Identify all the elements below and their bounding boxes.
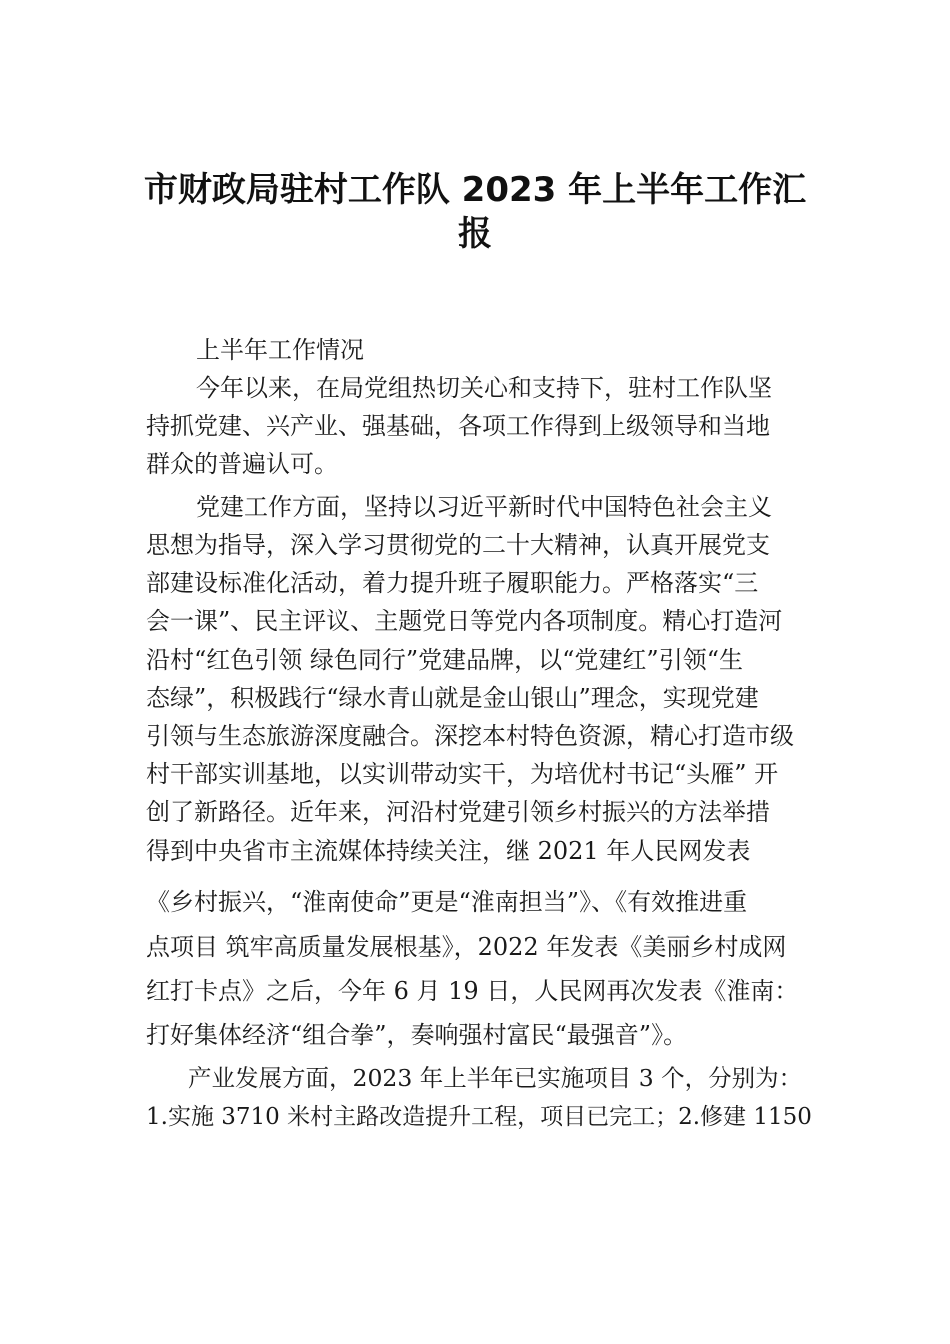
text-line: 群众的普遍认可。 (146, 450, 338, 478)
text-line: 得到中央省市主流媒体持续关注，继 2021 年人民网发表 (146, 837, 751, 865)
text-line: 打好集体经济“组合拳”，奏响强村富民“最强音”》。 (146, 1021, 688, 1049)
text-line: 创了新路径。近年来，河沿村党建引领乡村振兴的方法举措 (146, 798, 770, 826)
text-line: 沿村“红色引领 绿色同行”党建品牌，以“党建红”引领“生 (146, 646, 743, 674)
text-line: 会一课”、民主评议、主题党日等党内各项制度。精心打造河 (146, 607, 783, 635)
text-line: 持抓党建、兴产业、强基础，各项工作得到上级领导和当地 (146, 412, 770, 440)
text-line: 点项目 筑牢高质量发展根基》，2022 年发表《美丽乡村成网 (146, 933, 787, 961)
text-line: 党建工作方面，坚持以习近平新时代中国特色社会主义 (196, 493, 772, 521)
text-line: 村干部实训基地，以实训带动实干，为培优村书记“头雁” 开 (146, 760, 779, 788)
text-line: 部建设标准化活动，着力提升班子履职能力。严格落实“三 (146, 569, 759, 597)
text-line: 1.实施 3710 米村主路改造提升工程，项目已完工；2.修建 1150 (146, 1104, 812, 1130)
section-heading: 上半年工作情况 (196, 336, 364, 364)
text-line: 红打卡点》之后，今年 6 月 19 日，人民网再次发表《淮南： (146, 977, 799, 1005)
text-line: 引领与生态旅游深度融合。深挖本村特色资源，精心打造市级 (146, 722, 794, 750)
document-title-line-2: 报 (458, 214, 492, 254)
document-title-line-1: 市财政局驻村工作队 2023 年上半年工作汇 (143, 170, 807, 210)
text-line: 《乡村振兴，“淮南使命”更是“淮南担当”》、《有效推进重 (146, 888, 748, 916)
text-line: 今年以来，在局党组热切关心和支持下，驻村工作队坚 (196, 374, 772, 402)
text-line: 产业发展方面，2023 年上半年已实施项目 3 个，分别为： (188, 1064, 803, 1092)
text-line: 思想为指导，深入学习贯彻党的二十大精神，认真开展党支 (146, 531, 770, 559)
text-line: 态绿”，积极践行“绿水青山就是金山银山”理念，实现党建 (146, 684, 759, 712)
